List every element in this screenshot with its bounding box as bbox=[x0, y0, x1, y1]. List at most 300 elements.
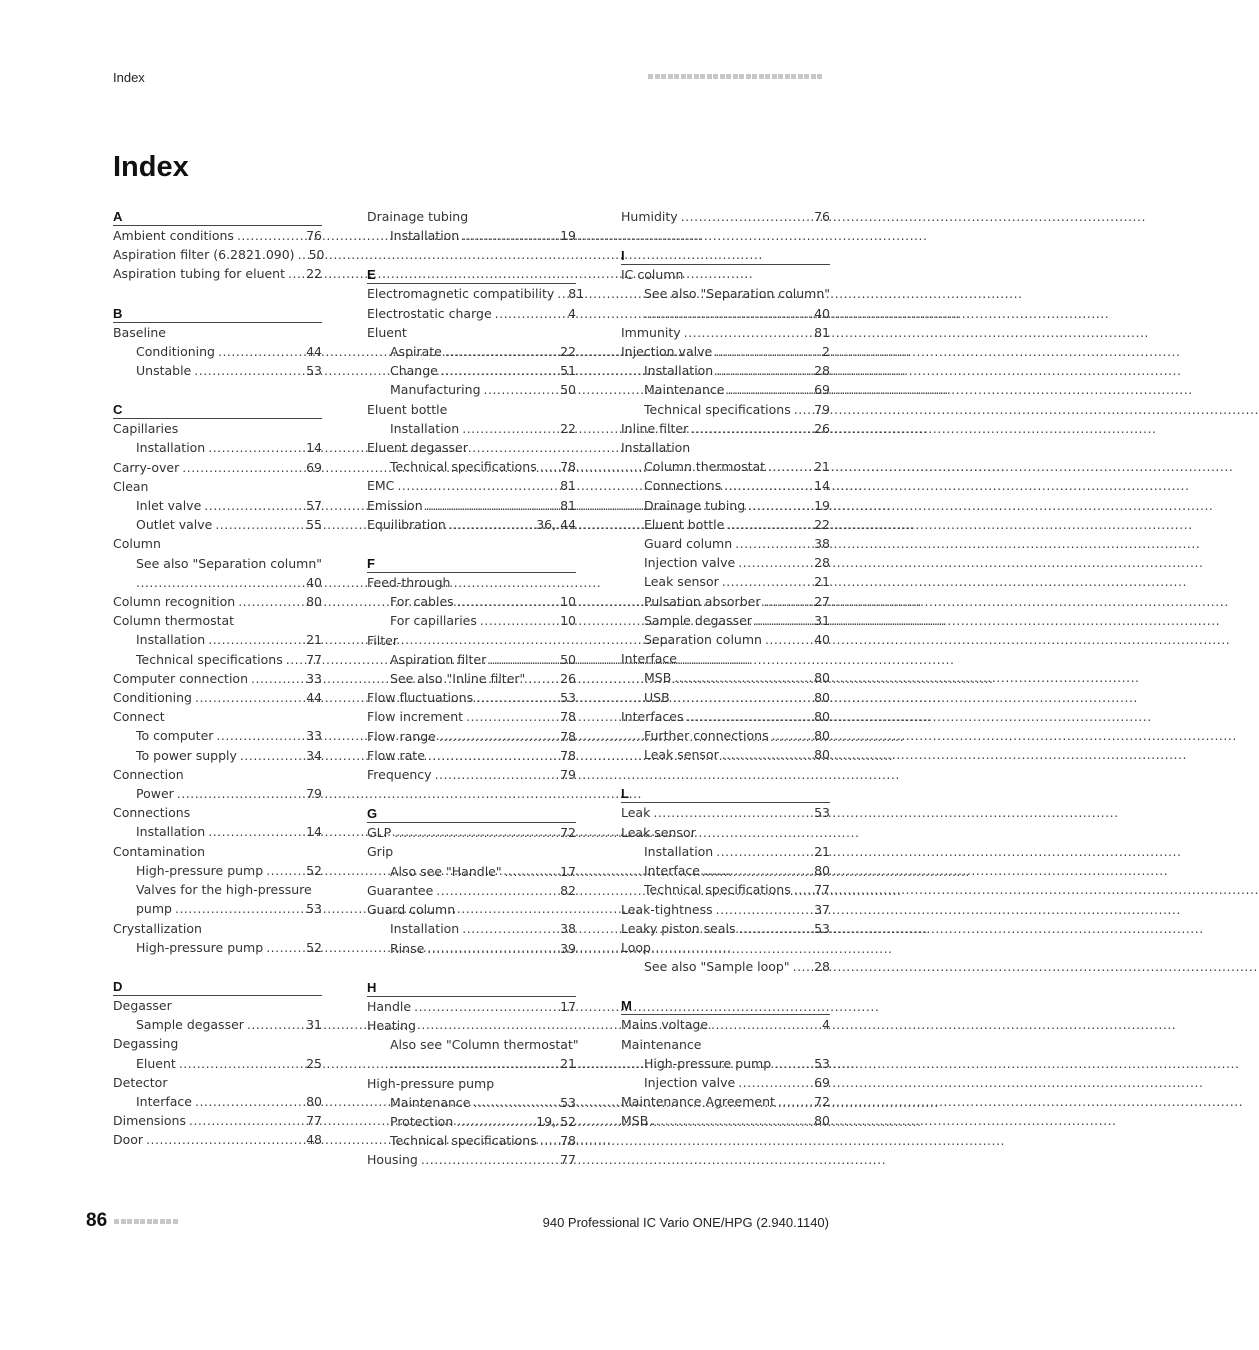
entry-term: Grip bbox=[367, 844, 394, 860]
index-entry bbox=[113, 919, 322, 938]
dot-leader bbox=[793, 957, 811, 976]
entry-page: 77 bbox=[560, 1152, 576, 1168]
entry-page: 2 bbox=[822, 344, 830, 360]
dot-leader bbox=[673, 688, 811, 707]
entry-page: 80 bbox=[814, 728, 830, 744]
index-entry bbox=[113, 1073, 322, 1092]
index-subentry bbox=[621, 957, 830, 976]
entry-page: 14 bbox=[306, 440, 322, 456]
index-subentry bbox=[113, 515, 322, 534]
index-entry bbox=[113, 611, 322, 630]
index-entry bbox=[113, 996, 322, 1015]
index-entry bbox=[113, 1034, 322, 1053]
index-entry bbox=[113, 245, 325, 264]
index-subentry bbox=[621, 380, 830, 399]
entry-term: Connections bbox=[113, 805, 191, 821]
entry-term: Flow fluctuations bbox=[367, 690, 474, 706]
index-subentry bbox=[367, 611, 576, 630]
index-subentry bbox=[367, 1112, 576, 1131]
entry-page: 31 bbox=[306, 1017, 322, 1033]
index-subentry bbox=[621, 861, 830, 880]
dot-leader bbox=[703, 861, 811, 880]
index-subentry bbox=[113, 1054, 322, 1073]
entry-page: 37 bbox=[814, 901, 830, 917]
entry-page: 78 bbox=[560, 459, 576, 475]
entry-term: Dimensions bbox=[113, 1113, 186, 1129]
index-subentry bbox=[113, 650, 322, 669]
entry-term: Further connections bbox=[644, 728, 769, 744]
entry-page: 25 bbox=[306, 1055, 322, 1071]
index-entry bbox=[113, 707, 322, 726]
entry-term: Housing bbox=[367, 1152, 418, 1168]
dot-leader bbox=[768, 457, 811, 476]
dot-leader bbox=[778, 1092, 811, 1111]
entry-page: 21 bbox=[306, 632, 322, 648]
entry-page: 44 bbox=[306, 343, 322, 359]
dot-leader bbox=[462, 419, 557, 438]
entry-term: Installation bbox=[621, 440, 691, 456]
entry-term: High-pressure pump bbox=[136, 939, 264, 955]
dot-leader bbox=[177, 784, 303, 803]
entry-term: Valves for the high-pressure bbox=[136, 882, 312, 898]
index-subentry bbox=[367, 592, 576, 611]
index-section bbox=[621, 996, 830, 1130]
section-letter: B bbox=[113, 304, 322, 323]
dot-leader bbox=[540, 1131, 557, 1150]
entry-page: 69 bbox=[814, 382, 830, 398]
index-subentry bbox=[621, 668, 830, 687]
entry-term: Technical specifications bbox=[390, 459, 537, 475]
index-column-2 bbox=[367, 207, 585, 1190]
entry-term: Installation bbox=[136, 440, 206, 456]
entry-page: 10 bbox=[560, 594, 576, 610]
entry-term: Humidity bbox=[621, 209, 678, 224]
entry-page: 38 bbox=[814, 536, 830, 552]
dot-leader bbox=[286, 650, 303, 669]
entry-page: 36, 44 bbox=[536, 516, 576, 532]
entry-page: 19 bbox=[814, 497, 830, 513]
index-entry bbox=[367, 476, 576, 495]
entry-term: See also "Separation column" bbox=[136, 555, 323, 571]
index-entry bbox=[113, 765, 322, 784]
index-entry bbox=[113, 323, 322, 342]
index-subentry bbox=[367, 939, 576, 958]
dot-leader bbox=[505, 862, 557, 881]
entry-page: 39 bbox=[560, 940, 576, 956]
entry-term: Installation bbox=[390, 228, 460, 244]
dot-leader bbox=[644, 304, 811, 323]
entry-term: Guard column bbox=[367, 902, 456, 918]
entry-term: Degassing bbox=[113, 1036, 179, 1052]
section-letter: C bbox=[113, 400, 322, 419]
index-subentry bbox=[113, 726, 322, 745]
dot-leader bbox=[715, 342, 819, 361]
entry-page: 80 bbox=[814, 1113, 830, 1129]
entry-page: 28 bbox=[814, 959, 830, 975]
entry-term: Carry-over bbox=[113, 459, 180, 475]
section-letter: F bbox=[367, 554, 576, 573]
entry-term: Maintenance bbox=[621, 1036, 702, 1052]
entry-term: Handle bbox=[367, 998, 412, 1014]
index-subentry bbox=[113, 746, 322, 765]
entry-page: 79 bbox=[560, 767, 576, 783]
index-entry bbox=[113, 534, 322, 553]
entry-term: Guarantee bbox=[367, 882, 434, 898]
index-subentry bbox=[113, 784, 322, 803]
entry-term: Outlet valve bbox=[136, 517, 213, 533]
index-entry bbox=[113, 477, 322, 496]
dot-leader bbox=[724, 476, 811, 495]
entry-page: 14 bbox=[814, 478, 830, 494]
entry-term: Computer connection bbox=[113, 670, 248, 686]
dot-leader bbox=[195, 1092, 303, 1111]
entry-term: Manufacturing bbox=[390, 382, 481, 398]
index-subentry bbox=[113, 573, 322, 592]
entry-page: 53 bbox=[814, 805, 830, 821]
index-entry bbox=[621, 1035, 830, 1054]
entry-term: High-pressure pump bbox=[136, 862, 264, 878]
entry-page: 80 bbox=[306, 594, 322, 610]
dot-leader bbox=[394, 823, 557, 842]
entry-page: 50 bbox=[560, 651, 576, 667]
entry-term: Maintenance bbox=[644, 382, 725, 398]
index-entry bbox=[113, 803, 322, 822]
index-entry bbox=[367, 823, 576, 842]
dot-leader bbox=[794, 400, 811, 419]
entry-term: Frequency bbox=[367, 767, 432, 783]
dot-leader bbox=[439, 727, 557, 746]
dot-leader bbox=[397, 476, 557, 495]
dot-leader bbox=[251, 669, 303, 688]
section-letter: D bbox=[113, 977, 322, 996]
index-entry bbox=[367, 496, 576, 515]
dot-leader bbox=[727, 515, 811, 534]
entry-page: 69 bbox=[814, 1074, 830, 1090]
entry-page: 17 bbox=[560, 998, 576, 1014]
entry-term: Leak bbox=[621, 805, 651, 821]
index-entry bbox=[367, 746, 576, 765]
entry-term: Aspiration filter (6.2821.090) bbox=[113, 247, 295, 263]
dot-leader bbox=[216, 726, 303, 745]
entry-term: Column thermostat bbox=[113, 613, 235, 629]
entry-page: 53 bbox=[814, 920, 830, 936]
entry-page: 19, 52 bbox=[536, 1113, 576, 1129]
dot-leader bbox=[426, 496, 557, 515]
entry-page: 79 bbox=[306, 786, 322, 802]
entry-term: Equilibration bbox=[367, 516, 446, 532]
entry-term: Flow rate bbox=[367, 747, 425, 763]
entry-page: 48 bbox=[306, 1132, 322, 1148]
index-subentry bbox=[367, 1131, 576, 1150]
index-entry bbox=[367, 573, 576, 592]
index-subentry bbox=[113, 1092, 322, 1111]
index-entry bbox=[621, 207, 830, 226]
index-subentry bbox=[621, 476, 830, 495]
index-subentry bbox=[621, 842, 830, 861]
entry-page: 33 bbox=[306, 670, 322, 686]
section-letter: L bbox=[621, 784, 830, 803]
index-entry bbox=[367, 1016, 576, 1035]
index-subentry bbox=[621, 1054, 830, 1073]
entry-page: 17 bbox=[560, 863, 576, 879]
index-subentry bbox=[621, 361, 830, 380]
index-entry bbox=[621, 803, 830, 822]
entry-term: Clean bbox=[113, 478, 149, 494]
index-entry bbox=[113, 1111, 322, 1130]
index-entry bbox=[367, 842, 576, 861]
index-subentry bbox=[621, 572, 830, 591]
dot-leader bbox=[456, 1112, 533, 1131]
footer-page-number: 86 bbox=[86, 1210, 108, 1231]
entry-term: Drainage tubing bbox=[644, 497, 746, 513]
dot-leader bbox=[480, 611, 557, 630]
entry-page: 27 bbox=[814, 593, 830, 609]
entry-page: 40 bbox=[814, 305, 830, 321]
entry-term: Installation bbox=[136, 824, 206, 840]
entry-term: Aspiration filter bbox=[390, 651, 487, 667]
entry-page: 80 bbox=[814, 747, 830, 763]
entry-page: 80 bbox=[814, 670, 830, 686]
dot-leader bbox=[772, 726, 812, 745]
dot-leader bbox=[441, 361, 557, 380]
index-section bbox=[367, 554, 576, 784]
index-subentry bbox=[621, 630, 830, 649]
entry-term: Technical specifications bbox=[644, 882, 791, 898]
entry-page: 81 bbox=[560, 497, 576, 513]
dot-leader bbox=[266, 861, 303, 880]
dot-leader bbox=[436, 881, 557, 900]
entry-page: 50 bbox=[560, 382, 576, 398]
entry-page: 69 bbox=[306, 459, 322, 475]
index-section bbox=[367, 265, 585, 534]
index-entry bbox=[367, 323, 576, 342]
index-entry bbox=[113, 669, 322, 688]
entry-term: Guard column bbox=[644, 536, 733, 552]
entry-page: 34 bbox=[306, 747, 322, 763]
dot-leader bbox=[189, 1111, 303, 1130]
index-subentry bbox=[621, 400, 830, 419]
entry-page: 53 bbox=[814, 1055, 830, 1071]
index-entry bbox=[113, 592, 322, 611]
dot-leader bbox=[765, 630, 811, 649]
dot-leader bbox=[794, 880, 811, 899]
dot-leader bbox=[240, 746, 303, 765]
entry-page: 14 bbox=[306, 824, 322, 840]
entry-term: Flow increment bbox=[367, 709, 464, 725]
index-entry bbox=[367, 515, 576, 534]
entry-term: Technical specifications bbox=[390, 1133, 537, 1149]
dot-leader bbox=[738, 919, 811, 938]
dot-leader bbox=[755, 611, 811, 630]
entry-term: Unstable bbox=[136, 363, 192, 379]
entry-page: 33 bbox=[306, 728, 322, 744]
entry-term: Connection bbox=[113, 766, 184, 782]
index-entry bbox=[621, 419, 830, 438]
entry-term: Feed-through bbox=[367, 575, 451, 591]
entry-term: Leak-tightness bbox=[621, 901, 713, 917]
dot-leader bbox=[711, 1015, 819, 1034]
dot-leader bbox=[653, 803, 811, 822]
entry-page: 52 bbox=[306, 939, 322, 955]
entry-term: High-pressure pump bbox=[644, 1055, 772, 1071]
dot-leader bbox=[449, 515, 533, 534]
dot-leader bbox=[738, 1073, 811, 1092]
entry-term: To power supply bbox=[136, 747, 237, 763]
entry-term: Flow range bbox=[367, 728, 436, 744]
entry-term: Aspiration tubing for eluent bbox=[113, 266, 286, 282]
dot-leader bbox=[427, 939, 557, 958]
entry-page: 57 bbox=[306, 498, 322, 514]
entry-page: 31 bbox=[814, 612, 830, 628]
index-entry bbox=[367, 631, 576, 650]
index-entry bbox=[621, 438, 830, 457]
index-entry bbox=[621, 1015, 830, 1034]
dot-leader bbox=[136, 573, 303, 592]
entry-page: 77 bbox=[814, 882, 830, 898]
index-entry bbox=[113, 842, 322, 861]
index-subentry bbox=[367, 1054, 576, 1073]
entry-page: 53 bbox=[306, 363, 322, 379]
entry-term: Mains voltage bbox=[621, 1017, 709, 1033]
entry-term: Conditioning bbox=[136, 343, 215, 359]
entry-term: See also "Sample loop" bbox=[644, 959, 790, 975]
index-entry bbox=[621, 649, 830, 668]
index-entry bbox=[367, 1074, 576, 1093]
index-entry bbox=[113, 458, 322, 477]
entry-term: Eluent bottle bbox=[644, 516, 725, 532]
entry-page: 53 bbox=[560, 690, 576, 706]
entry-term: See also "Separation column" bbox=[644, 286, 831, 302]
entry-page: 72 bbox=[560, 825, 576, 841]
index-subentry bbox=[367, 1093, 576, 1112]
entry-page: 4 bbox=[822, 1017, 830, 1033]
section-letter: E bbox=[367, 265, 576, 284]
entry-page: 81 bbox=[568, 286, 585, 302]
dot-leader bbox=[146, 1130, 303, 1149]
entry-term: Also see "Handle" bbox=[390, 863, 502, 879]
entry-term: Eluent bbox=[136, 1055, 176, 1071]
dot-leader bbox=[445, 342, 557, 361]
index-subentry bbox=[113, 822, 322, 841]
entry-term: Also see "Column thermostat" bbox=[390, 1037, 579, 1053]
dot-leader bbox=[237, 226, 303, 245]
index-entry bbox=[367, 304, 576, 323]
entry-term: Drainage tubing bbox=[367, 209, 469, 224]
entry-term: IC column bbox=[621, 267, 684, 283]
dot-leader bbox=[466, 707, 557, 726]
index-subentry bbox=[113, 899, 322, 918]
index-entry bbox=[621, 323, 830, 342]
entry-term: USB bbox=[644, 689, 670, 705]
index-subentry bbox=[113, 438, 322, 457]
index-entry bbox=[113, 226, 322, 245]
dot-leader bbox=[728, 380, 812, 399]
index-subentry bbox=[113, 1015, 322, 1034]
entry-term: Contamination bbox=[113, 843, 206, 859]
index-subentry bbox=[113, 342, 322, 361]
dot-leader bbox=[208, 822, 303, 841]
entry-term: For capillaries bbox=[390, 613, 477, 629]
entry-term: Interface bbox=[621, 651, 677, 667]
entry-term: Crystallization bbox=[113, 920, 202, 936]
dot-leader bbox=[298, 245, 306, 264]
index-entry bbox=[367, 688, 576, 707]
index-subentry bbox=[621, 726, 830, 745]
entry-term: Interface bbox=[644, 863, 700, 879]
entry-term: Leak sensor bbox=[621, 824, 696, 840]
index-entry bbox=[367, 900, 576, 919]
entry-term: Injection valve bbox=[644, 1074, 736, 1090]
entry-term: Inlet valve bbox=[136, 498, 202, 514]
entry-term: Technical specifications bbox=[136, 651, 283, 667]
index-entry bbox=[367, 727, 576, 746]
dot-leader bbox=[208, 438, 303, 457]
entry-page: 38 bbox=[560, 921, 576, 937]
entry-page: 28 bbox=[814, 363, 830, 379]
index-subentry bbox=[621, 880, 830, 899]
dot-leader bbox=[288, 264, 303, 283]
index-subentry bbox=[113, 554, 322, 573]
dot-leader bbox=[540, 457, 557, 476]
entry-term: Column thermostat bbox=[644, 459, 766, 475]
entry-term: Rinse bbox=[390, 940, 425, 956]
index-subentry bbox=[367, 226, 576, 245]
entry-term: MSB bbox=[621, 1113, 649, 1129]
index-subentry bbox=[367, 1035, 579, 1054]
entry-page: 22 bbox=[560, 344, 576, 360]
index-subentry bbox=[113, 361, 322, 380]
index-entry bbox=[113, 1130, 322, 1149]
index-subentry bbox=[367, 419, 576, 438]
entry-page: 80 bbox=[306, 1093, 322, 1109]
index-subentry bbox=[621, 611, 830, 630]
dot-leader bbox=[175, 899, 303, 918]
entry-term: Installation bbox=[136, 632, 206, 648]
index-subentry bbox=[621, 553, 830, 572]
dot-leader bbox=[238, 592, 303, 611]
dot-leader bbox=[215, 515, 303, 534]
index-subentry bbox=[113, 496, 322, 515]
entry-term: Eluent bottle bbox=[367, 401, 448, 417]
entry-term: Electromagnetic compatibility bbox=[367, 286, 555, 302]
entry-term: Baseline bbox=[113, 324, 166, 340]
dot-leader bbox=[414, 997, 557, 1016]
entry-page: 26 bbox=[560, 671, 576, 687]
entry-page: 80 bbox=[814, 708, 830, 724]
index-entry bbox=[367, 284, 585, 303]
entry-term: Change bbox=[390, 363, 438, 379]
entry-term: Ambient conditions bbox=[113, 228, 234, 243]
entry-term: Inline filter bbox=[621, 420, 689, 436]
section-letter: H bbox=[367, 978, 576, 997]
index-section bbox=[367, 978, 579, 1170]
index-entry bbox=[621, 919, 830, 938]
entry-term: Power bbox=[136, 786, 174, 802]
entry-term: Conditioning bbox=[113, 690, 192, 706]
dot-leader bbox=[204, 496, 303, 515]
index-subentry bbox=[367, 457, 576, 476]
index-subentry bbox=[621, 745, 830, 764]
entry-term: Protection bbox=[390, 1113, 454, 1129]
index-subentry bbox=[621, 284, 830, 303]
entry-page: 22 bbox=[560, 420, 576, 436]
dot-leader bbox=[195, 688, 303, 707]
index-subentry bbox=[367, 919, 576, 938]
index-entry bbox=[113, 419, 322, 438]
index-entry bbox=[621, 1092, 830, 1111]
dot-leader bbox=[390, 1054, 557, 1073]
entry-page: 21 bbox=[814, 574, 830, 590]
